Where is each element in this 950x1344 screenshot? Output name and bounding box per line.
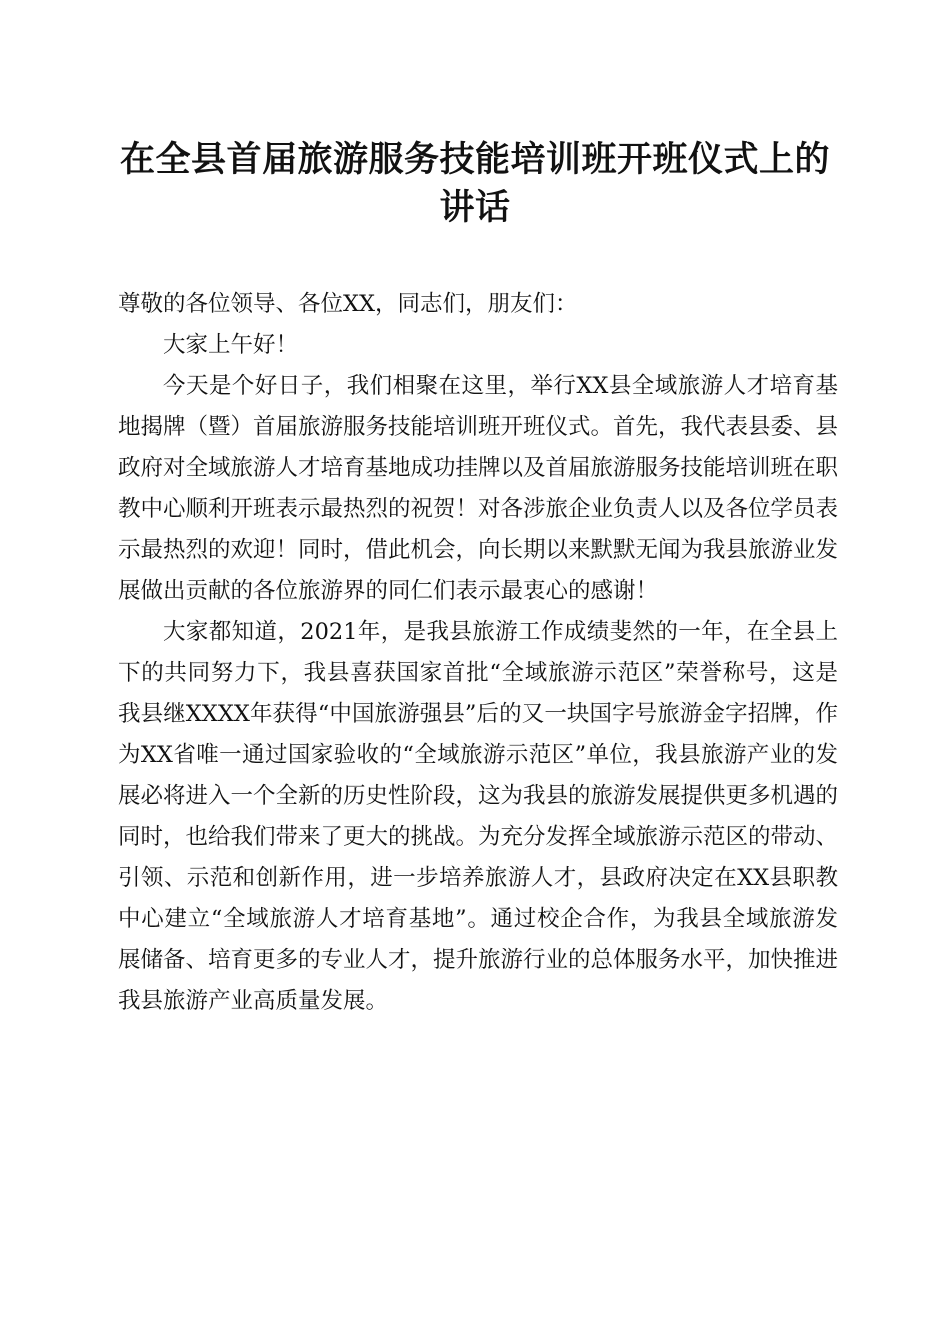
document-title-line-1: 在全县首届旅游服务技能培训班开班仪式上的	[119, 139, 830, 180]
document-body	[118, 284, 838, 1022]
paragraph-greeting: 大家上午好！	[163, 332, 299, 358]
paragraph-opening: 今天是个好日子，我们相聚在这里，举行XX县全域旅游人才培育基地揭牌（暨）首届旅游服务技能培训班开班仪式。首先，我代表县委、县政府对全域旅游人才培育基地成功挂牌以及首届旅游服务技能培训班在职教中心顺利开班表示最热烈的祝贺！对各涉旅企业负责人以及各位学员表示最热烈的欢迎！同时，借此机会，向长期以来默默无闻为我县旅游业发展做出贡献的各位旅游界的同仁们表示最衷心的感谢！	[118, 373, 839, 604]
document-title-line-2: 讲话	[439, 187, 511, 228]
salutation: 尊敬的各位领导、各位XX，同志们，朋友们：	[118, 291, 578, 317]
paragraph-background: 大家都知道，2021年，是我县旅游工作成绩斐然的一年，在全县上下的共同努力下，我县喜获国家首批“全域旅游示范区”荣誉称号，这是我县继XXXX年获得“中国旅游强县”后的又一块国字号旅游金字招牌，作为XX省唯一通过国家验收的“全域旅游示范区”单位，我县旅游产业的发展必将进入一个全新的历史性阶段，这为我县的旅游发展提供更多机遇的同时，也给我们带来了更大的挑战。为充分发挥全域旅游示范区的带动、引领、示范和创新作用，进一步培养旅游人才，县政府决定在XX县职教中心建立“全域旅游人才培育基地”。通过校企合作，为我县全域旅游发展储备、培育更多的专业人才，提升旅游行业的总体服务水平，加快推进我县旅游产业高质量发展。	[118, 619, 839, 1014]
